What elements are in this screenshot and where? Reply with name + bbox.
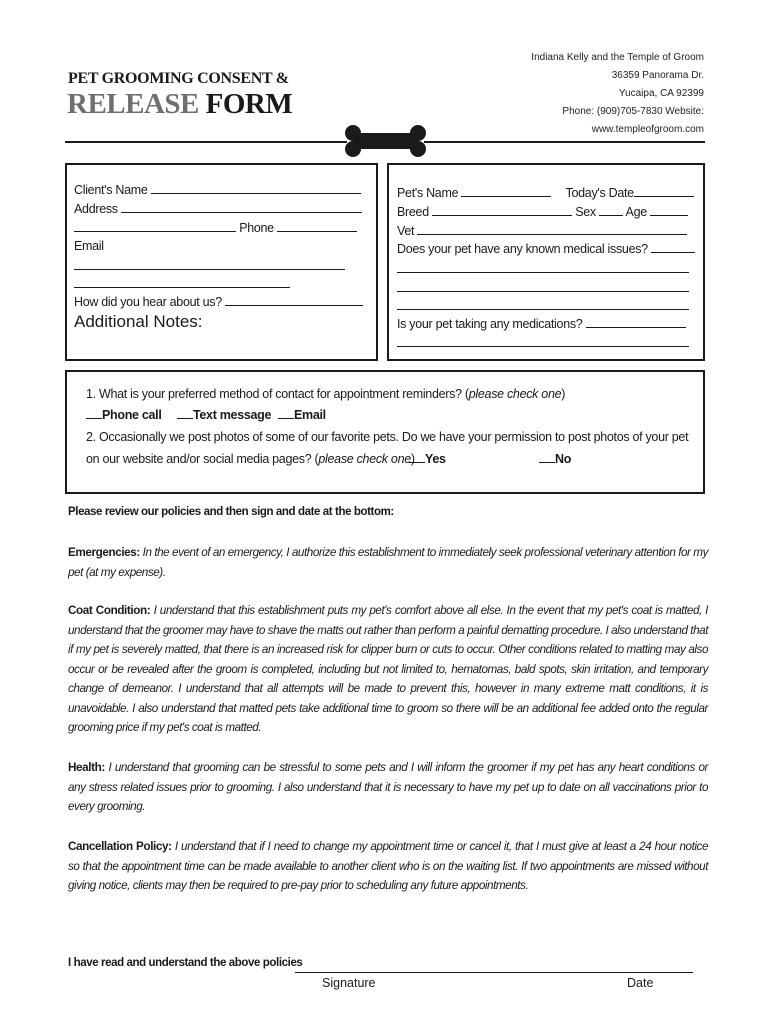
email-field-line2[interactable]	[74, 274, 290, 288]
policy-health	[68, 758, 708, 817]
question-photo-permission-line2	[86, 449, 415, 469]
medical-issues-row	[397, 239, 695, 258]
medications-field-line2[interactable]	[397, 333, 689, 347]
health-text: I understand that grooming can be stressful to some pets and I will inform the groomer if my pet has any heart conditions or any stress related issues prior to grooming. I also understand that it is necessary to have my pet up to date on all vaccinations prior to every grooming.	[68, 761, 708, 813]
q2-hint: please check one	[318, 452, 411, 466]
website-url: www.templeofgroom.com	[591, 124, 704, 135]
city-state-zip: Yucaipa, CA 92399	[618, 88, 704, 99]
email-line2-row	[74, 274, 290, 293]
age-field[interactable]	[650, 202, 688, 216]
q1-hint: please check one	[468, 387, 562, 401]
medical-issues-label: Does your pet have any known medical issues?	[397, 242, 648, 256]
hear-about-label: How did you hear about us?	[74, 295, 222, 309]
pets-name-label: Pet's Name	[397, 186, 459, 200]
option-no[interactable]	[539, 450, 571, 466]
street-address: 36359 Panorama Dr.	[611, 70, 704, 81]
phone-call-checkbox[interactable]	[86, 406, 102, 419]
address-field-line2[interactable]	[74, 218, 236, 232]
medical-issues-line2	[397, 259, 689, 278]
hear-about-field[interactable]	[225, 292, 363, 306]
email-field[interactable]	[74, 256, 345, 270]
breed-row	[397, 202, 688, 221]
medications-line2	[397, 333, 689, 352]
vet-label: Vet	[397, 224, 415, 238]
policy-emergencies	[68, 543, 708, 582]
header-rule-right	[424, 141, 705, 143]
yes-label: Yes	[425, 452, 446, 466]
clients-name-field[interactable]	[151, 180, 361, 194]
pets-name-row	[397, 183, 694, 202]
question-contact-method	[86, 384, 565, 404]
medications-label: Is your pet taking any medications?	[397, 317, 583, 331]
yes-checkbox[interactable]	[409, 450, 425, 463]
option-phone-call[interactable]	[86, 406, 162, 422]
coat-condition-text: I understand that this establishment puts my pet's comfort above all else. In the event that my pet's coat is matted, I understand that the groomer may have to shave the matts out rather than perform a painful dematting procedure. I also understand that if my pet is severely matted, that there is an increased risk for clipper burn or cuts to occur. Other conditions related to matting may also occur or be revealed after the groom is completed, including but not limited to, hematomas, bald spots, skin irritation, and temporary change of demeanor. I understand that all attempts will be made to prevent this, however in many extreme matt conditions, it is unavoidable. I also understand that matted pets take additional time to groom so there will be an additional fee added onto the regular grooming price if my pet's coat is matted.	[68, 604, 708, 734]
emergencies-text: In the event of an emergency, I authorize this establishment to immediately seek professional veterinary attention for my pet (at my expense).	[68, 546, 708, 579]
medical-issues-field-line4[interactable]	[397, 296, 689, 310]
text-message-checkbox[interactable]	[177, 406, 193, 419]
coat-condition-label: Coat Condition:	[68, 604, 151, 617]
title-release: RELEASE	[67, 88, 199, 120]
text-message-label: Text message	[193, 408, 272, 422]
phone-field[interactable]	[277, 218, 357, 232]
health-label: Health:	[68, 761, 105, 774]
phone-row	[74, 218, 357, 237]
sex-field[interactable]	[599, 202, 623, 216]
phone-label: Phone	[239, 221, 274, 235]
date-label: Date	[627, 976, 654, 990]
policies-intro: Please review our policies and then sign and date at the bottom:	[68, 506, 394, 518]
phone-call-label: Phone call	[102, 408, 162, 422]
dog-bone-icon	[343, 125, 428, 157]
form-title-line2	[67, 88, 292, 121]
pets-name-field[interactable]	[461, 183, 551, 197]
medical-issues-line3	[397, 278, 689, 297]
signature-field[interactable]	[295, 972, 693, 973]
vet-field[interactable]	[417, 221, 687, 235]
q1-text: 1. What is your preferred method of contact for appointment reminders? (	[86, 387, 469, 401]
hear-about-row	[74, 292, 363, 311]
additional-notes-heading: Additional Notes:	[74, 312, 203, 331]
clients-name-row	[74, 180, 361, 199]
address-row	[74, 199, 362, 218]
policy-cancellation	[68, 837, 708, 896]
cancellation-label: Cancellation Policy:	[68, 840, 172, 853]
policy-coat-condition	[68, 601, 708, 738]
option-yes[interactable]	[409, 450, 446, 466]
emergencies-label: Emergencies:	[68, 546, 140, 559]
business-name: Indiana Kelly and the Temple of Groom	[531, 52, 704, 63]
question-photo-permission: 2. Occasionally we post photos of some of our favorite pets. Do we have your permission to post photos of your pet	[86, 430, 689, 444]
todays-date-field[interactable]	[634, 183, 694, 197]
email-label-row	[74, 237, 104, 255]
breed-field[interactable]	[432, 202, 572, 216]
medical-issues-field[interactable]	[651, 239, 695, 253]
age-label: Age	[625, 205, 647, 219]
medications-field[interactable]	[586, 314, 686, 328]
clients-name-label: Client's Name	[74, 183, 148, 197]
email-option-label: Email	[294, 408, 326, 422]
phone-website: Phone: (909)705-7830 Website:	[562, 106, 704, 117]
cancellation-text: I understand that if I need to change my appointment time or cancel it, that I must give at least a 24 hour notice so that the appointment time can be made available to another client who is on the waiting list. If two appointments are missed without giving notice, clients may then be required to pre-pay prior to scheduling any future appointments.	[68, 840, 708, 892]
option-text-message[interactable]	[177, 406, 271, 422]
email-label: Email	[74, 239, 104, 253]
title-form: FORM	[205, 88, 293, 120]
sex-label: Sex	[575, 205, 596, 219]
medical-issues-line4	[397, 296, 689, 315]
address-label: Address	[74, 202, 118, 216]
q2-text: on our website and/or social media pages? (	[86, 452, 319, 466]
medical-issues-field-line3[interactable]	[397, 278, 689, 292]
breed-label: Breed	[397, 205, 429, 219]
header-rule-left	[65, 141, 347, 143]
medical-issues-field-line2[interactable]	[397, 259, 689, 273]
signature-label: Signature	[322, 976, 376, 990]
medications-row	[397, 314, 686, 333]
no-label: No	[555, 452, 572, 466]
q2-close: )	[410, 452, 415, 466]
address-field[interactable]	[121, 199, 362, 213]
email-checkbox[interactable]	[278, 406, 294, 419]
q1-close: )	[561, 387, 566, 401]
business-address-block	[531, 49, 704, 139]
signature-statement: I have read and understand the above policies	[68, 957, 303, 969]
vet-row	[397, 221, 687, 240]
todays-date-label: Today's Date	[565, 186, 634, 200]
email-line1-row	[74, 256, 345, 275]
option-email[interactable]	[278, 406, 326, 422]
form-title-line1: PET GROOMING CONSENT &	[68, 70, 289, 87]
no-checkbox[interactable]	[539, 450, 555, 463]
